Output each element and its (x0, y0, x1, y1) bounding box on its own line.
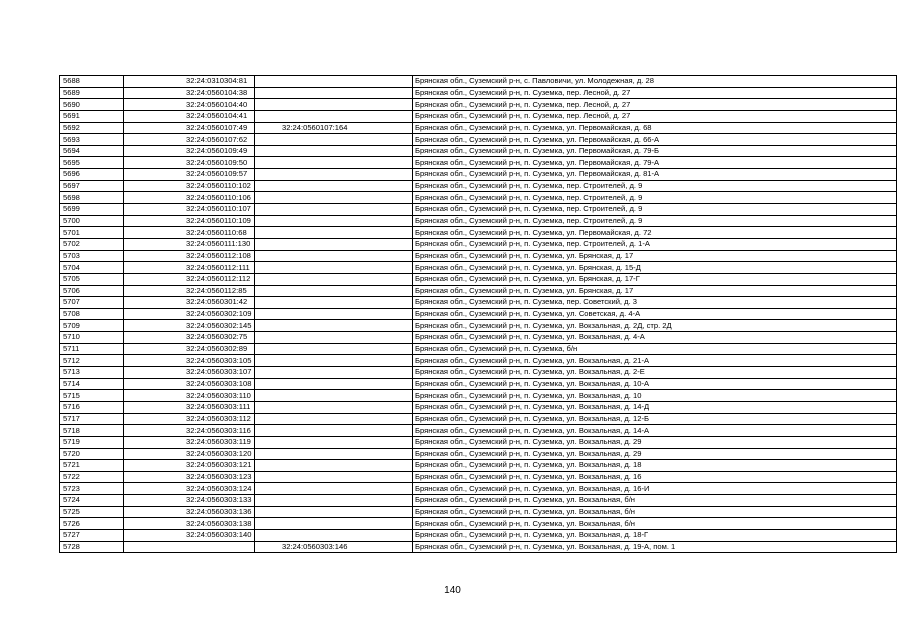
row-number-cell: 5696 (60, 169, 124, 181)
cadastral-number-cell: 32:24:0560109:57 (124, 169, 255, 181)
table-row (60, 506, 897, 518)
address-cell: Брянская обл., Суземский р-н, п. Суземка, ул. Первомайская, д. 72 (413, 227, 897, 239)
table-row (60, 355, 897, 367)
row-number-cell: 5706 (60, 285, 124, 297)
related-cadastral-number-cell (255, 285, 413, 297)
address-cell: Брянская обл., Суземский р-н, п. Суземка, пер. Советский, д. 3 (413, 297, 897, 309)
cadastral-number-cell: 32:24:0560303:107 (124, 367, 255, 379)
table-row (60, 87, 897, 99)
row-number-cell: 5725 (60, 506, 124, 518)
cadastral-number-cell: 32:24:0560112:111 (124, 262, 255, 274)
address-cell: Брянская обл., Суземский р-н, п. Суземка, ул. Брянская, д. 17 (413, 250, 897, 262)
row-number-cell: 5705 (60, 273, 124, 285)
register-table (59, 75, 897, 553)
row-number-cell: 5690 (60, 99, 124, 111)
table-row (60, 483, 897, 495)
related-cadastral-number-cell (255, 320, 413, 332)
related-cadastral-number-cell: 32:24:0560107:164 (255, 122, 413, 134)
table-row (60, 215, 897, 227)
table-row (60, 134, 897, 146)
related-cadastral-number-cell (255, 367, 413, 379)
table-row (60, 378, 897, 390)
row-number-cell: 5720 (60, 448, 124, 460)
table-row (60, 262, 897, 274)
address-cell: Брянская обл., Суземский р-н, п. Суземка, ул. Первомайская, д. 81-А (413, 169, 897, 181)
table-row (60, 169, 897, 181)
related-cadastral-number-cell (255, 390, 413, 402)
table-row (60, 425, 897, 437)
address-cell: Брянская обл., Суземский р-н, п. Суземка, пер. Лесной, д. 27 (413, 110, 897, 122)
table-row (60, 529, 897, 541)
related-cadastral-number-cell (255, 506, 413, 518)
related-cadastral-number-cell (255, 87, 413, 99)
address-cell: Брянская обл., Суземский р-н, п. Суземка, ул. Первомайская, д. 79-Б (413, 145, 897, 157)
address-cell: Брянская обл., Суземский р-н, п. Суземка, ул. Вокзальная, д. 16-И (413, 483, 897, 495)
address-cell: Брянская обл., Суземский р-н, п. Суземка, ул. Вокзальная, д. 12-Б (413, 413, 897, 425)
table-row (60, 367, 897, 379)
address-cell: Брянская обл., Суземский р-н, п. Суземка, пер. Лесной, д. 27 (413, 99, 897, 111)
address-cell: Брянская обл., Суземский р-н, п. Суземка, ул. Вокзальная, д. 10-А (413, 378, 897, 390)
address-cell: Брянская обл., Суземский р-н, п. Суземка, ул. Вокзальная, д. 29 (413, 448, 897, 460)
row-number-cell: 5708 (60, 308, 124, 320)
row-number-cell: 5722 (60, 471, 124, 483)
register-body (60, 76, 897, 553)
related-cadastral-number-cell (255, 238, 413, 250)
row-number-cell: 5726 (60, 518, 124, 530)
cadastral-number-cell: 32:24:0560302:145 (124, 320, 255, 332)
cadastral-number-cell: 32:24:0560303:110 (124, 390, 255, 402)
cadastral-number-cell: 32:24:0560104:38 (124, 87, 255, 99)
cadastral-number-cell: 32:24:0560110:107 (124, 204, 255, 216)
related-cadastral-number-cell (255, 145, 413, 157)
address-cell: Брянская обл., Суземский р-н, п. Суземка, ул. Брянская, д. 17 (413, 285, 897, 297)
row-number-cell: 5710 (60, 332, 124, 344)
row-number-cell: 5716 (60, 401, 124, 413)
cadastral-number-cell: 32:24:0560301:42 (124, 297, 255, 309)
row-number-cell: 5728 (60, 541, 124, 553)
related-cadastral-number-cell (255, 495, 413, 507)
related-cadastral-number-cell (255, 204, 413, 216)
related-cadastral-number-cell (255, 471, 413, 483)
related-cadastral-number-cell (255, 308, 413, 320)
cadastral-number-cell: 32:24:0560303:108 (124, 378, 255, 390)
related-cadastral-number-cell (255, 215, 413, 227)
cadastral-number-cell: 32:24:0560109:49 (124, 145, 255, 157)
address-cell: Брянская обл., Суземский р-н, п. Суземка, ул. Вокзальная, д. 10 (413, 390, 897, 402)
table-row (60, 436, 897, 448)
table-row (60, 76, 897, 88)
related-cadastral-number-cell (255, 378, 413, 390)
cadastral-number-cell: 32:24:0560302:109 (124, 308, 255, 320)
table-row (60, 471, 897, 483)
related-cadastral-number-cell (255, 343, 413, 355)
related-cadastral-number-cell (255, 332, 413, 344)
row-number-cell: 5698 (60, 192, 124, 204)
address-cell: Брянская обл., Суземский р-н, п. Суземка, пер. Строителей, д. 9 (413, 215, 897, 227)
address-cell: Брянская обл., Суземский р-н, п. Суземка, ул. Первомайская, д. 68 (413, 122, 897, 134)
address-cell: Брянская обл., Суземский р-н, п. Суземка, ул. Вокзальная, д. 19-А, пом. 1 (413, 541, 897, 553)
address-cell: Брянская обл., Суземский р-н, п. Суземка, ул. Вокзальная, д. 29 (413, 436, 897, 448)
address-cell: Брянская обл., Суземский р-н, п. Суземка, ул. Брянская, д. 17-Г (413, 273, 897, 285)
cadastral-number-cell: 32:24:0560303:120 (124, 448, 255, 460)
row-number-cell: 5692 (60, 122, 124, 134)
row-number-cell: 5727 (60, 529, 124, 541)
table-row (60, 145, 897, 157)
related-cadastral-number-cell (255, 76, 413, 88)
address-cell: Брянская обл., Суземский р-н, п. Суземка, ул. Первомайская, д. 79-А (413, 157, 897, 169)
table-row (60, 518, 897, 530)
cadastral-number-cell: 32:24:0560112:108 (124, 250, 255, 262)
related-cadastral-number-cell (255, 425, 413, 437)
row-number-cell: 5694 (60, 145, 124, 157)
row-number-cell: 5717 (60, 413, 124, 425)
address-cell: Брянская обл., Суземский р-н, п. Суземка, ул. Вокзальная, б/н (413, 495, 897, 507)
address-cell: Брянская обл., Суземский р-н, п. Суземка, пер. Строителей, д. 9 (413, 192, 897, 204)
address-cell: Брянская обл., Суземский р-н, п. Суземка, ул. Вокзальная, д. 14-Д (413, 401, 897, 413)
row-number-cell: 5691 (60, 110, 124, 122)
address-cell: Брянская обл., Суземский р-н, п. Суземка, ул. Вокзальная, д. 18-Г (413, 529, 897, 541)
related-cadastral-number-cell (255, 134, 413, 146)
row-number-cell: 5715 (60, 390, 124, 402)
table-row (60, 448, 897, 460)
address-cell: Брянская обл., Суземский р-н, п. Суземка, ул. Вокзальная, д. 14-А (413, 425, 897, 437)
row-number-cell: 5719 (60, 436, 124, 448)
table-row (60, 180, 897, 192)
row-number-cell: 5718 (60, 425, 124, 437)
cadastral-number-cell: 32:24:0560303:123 (124, 471, 255, 483)
row-number-cell: 5712 (60, 355, 124, 367)
related-cadastral-number-cell (255, 250, 413, 262)
page-number: 140 (444, 585, 461, 596)
row-number-cell: 5704 (60, 262, 124, 274)
cadastral-number-cell: 32:24:0560303:119 (124, 436, 255, 448)
address-cell: Брянская обл., Суземский р-н, п. Суземка, ул. Вокзальная, д. 4-А (413, 332, 897, 344)
related-cadastral-number-cell (255, 169, 413, 181)
address-cell: Брянская обл., Суземский р-н, п. Суземка, ул. Вокзальная, б/н (413, 518, 897, 530)
table-row (60, 192, 897, 204)
address-cell: Брянская обл., Суземский р-н, п. Суземка, ул. Вокзальная, д. 18 (413, 460, 897, 472)
table-row (60, 343, 897, 355)
table-row (60, 122, 897, 134)
row-number-cell: 5709 (60, 320, 124, 332)
row-number-cell: 5693 (60, 134, 124, 146)
cadastral-number-cell: 32:24:0560303:140 (124, 529, 255, 541)
row-number-cell: 5707 (60, 297, 124, 309)
address-cell: Брянская обл., Суземский р-н, п. Суземка, пер. Строителей, д. 1-А (413, 238, 897, 250)
row-number-cell: 5699 (60, 204, 124, 216)
table-row (60, 99, 897, 111)
row-number-cell: 5695 (60, 157, 124, 169)
table-row (60, 110, 897, 122)
address-cell: Брянская обл., Суземский р-н, п. Суземка, пер. Лесной, д. 27 (413, 87, 897, 99)
cadastral-number-cell: 32:24:0560303:124 (124, 483, 255, 495)
cadastral-number-cell: 32:24:0560110:68 (124, 227, 255, 239)
table-row (60, 401, 897, 413)
cadastral-number-cell: 32:24:0560303:121 (124, 460, 255, 472)
address-cell: Брянская обл., Суземский р-н, п. Суземка, ул. Вокзальная, д. 2Д, стр. 2Д (413, 320, 897, 332)
address-cell: Брянская обл., Суземский р-н, п. Суземка, б/н (413, 343, 897, 355)
table-row (60, 320, 897, 332)
table-row (60, 495, 897, 507)
cadastral-number-cell: 32:24:0560110:106 (124, 192, 255, 204)
row-number-cell: 5703 (60, 250, 124, 262)
related-cadastral-number-cell (255, 483, 413, 495)
address-cell: Брянская обл., Суземский р-н, п. Суземка, ул. Вокзальная, д. 2-Е (413, 367, 897, 379)
related-cadastral-number-cell (255, 192, 413, 204)
row-number-cell: 5700 (60, 215, 124, 227)
related-cadastral-number-cell (255, 355, 413, 367)
related-cadastral-number-cell (255, 157, 413, 169)
table-row (60, 297, 897, 309)
cadastral-number-cell: 32:24:0560112:85 (124, 285, 255, 297)
table-row (60, 250, 897, 262)
table-row (60, 541, 897, 553)
address-cell: Брянская обл., Суземский р-н, п. Суземка, пер. Строителей, д. 9 (413, 180, 897, 192)
table-row (60, 157, 897, 169)
related-cadastral-number-cell (255, 273, 413, 285)
cadastral-number-cell: 32:24:0560111:130 (124, 238, 255, 250)
related-cadastral-number-cell (255, 227, 413, 239)
related-cadastral-number-cell (255, 518, 413, 530)
cadastral-number-cell: 32:24:0560302:75 (124, 332, 255, 344)
cadastral-number-cell: 32:24:0560110:109 (124, 215, 255, 227)
table-row (60, 238, 897, 250)
related-cadastral-number-cell (255, 297, 413, 309)
table-row (60, 332, 897, 344)
related-cadastral-number-cell (255, 436, 413, 448)
related-cadastral-number-cell (255, 529, 413, 541)
cadastral-number-cell: 32:24:0560302:89 (124, 343, 255, 355)
address-cell: Брянская обл., Суземский р-н, п. Суземка, ул. Первомайская, д. 66-А (413, 134, 897, 146)
cadastral-number-cell: 32:24:0560112:112 (124, 273, 255, 285)
row-number-cell: 5697 (60, 180, 124, 192)
cadastral-number-cell (124, 541, 255, 553)
cadastral-number-cell: 32:24:0560104:40 (124, 99, 255, 111)
cadastral-number-cell: 32:24:0560303:133 (124, 495, 255, 507)
cadastral-number-cell: 32:24:0560107:62 (124, 134, 255, 146)
cadastral-number-cell: 32:24:0560303:111 (124, 401, 255, 413)
related-cadastral-number-cell: 32:24:0560303:146 (255, 541, 413, 553)
table-row (60, 413, 897, 425)
row-number-cell: 5711 (60, 343, 124, 355)
cadastral-number-cell: 32:24:0560303:112 (124, 413, 255, 425)
table-row (60, 285, 897, 297)
cadastral-number-cell: 32:24:0310304:81 (124, 76, 255, 88)
related-cadastral-number-cell (255, 262, 413, 274)
cadastral-number-cell: 32:24:0560303:136 (124, 506, 255, 518)
cadastral-number-cell: 32:24:0560109:50 (124, 157, 255, 169)
address-cell: Брянская обл., Суземский р-н, п. Суземка, ул. Вокзальная, д. 21-А (413, 355, 897, 367)
row-number-cell: 5721 (60, 460, 124, 472)
cadastral-number-cell: 32:24:0560110:102 (124, 180, 255, 192)
row-number-cell: 5723 (60, 483, 124, 495)
related-cadastral-number-cell (255, 460, 413, 472)
cadastral-number-cell: 32:24:0560303:116 (124, 425, 255, 437)
address-cell: Брянская обл., Суземский р-н, п. Суземка, ул. Вокзальная, д. 16 (413, 471, 897, 483)
related-cadastral-number-cell (255, 110, 413, 122)
row-number-cell: 5714 (60, 378, 124, 390)
row-number-cell: 5689 (60, 87, 124, 99)
cadastral-number-cell: 32:24:0560303:105 (124, 355, 255, 367)
related-cadastral-number-cell (255, 99, 413, 111)
related-cadastral-number-cell (255, 180, 413, 192)
address-cell: Брянская обл., Суземский р-н, п. Суземка, ул. Вокзальная, б/н (413, 506, 897, 518)
row-number-cell: 5688 (60, 76, 124, 88)
cadastral-number-cell: 32:24:0560303:138 (124, 518, 255, 530)
table-row (60, 273, 897, 285)
related-cadastral-number-cell (255, 448, 413, 460)
address-cell: Брянская обл., Суземский р-н, п. Суземка, ул. Советская, д. 4-А (413, 308, 897, 320)
table-row (60, 390, 897, 402)
cadastral-number-cell: 32:24:0560104:41 (124, 110, 255, 122)
address-cell: Брянская обл., Суземский р-н, с. Павловичи, ул. Молодежная, д. 28 (413, 76, 897, 88)
table-row (60, 308, 897, 320)
row-number-cell: 5713 (60, 367, 124, 379)
related-cadastral-number-cell (255, 401, 413, 413)
address-cell: Брянская обл., Суземский р-н, п. Суземка, пер. Строителей, д. 9 (413, 204, 897, 216)
table-row (60, 460, 897, 472)
row-number-cell: 5724 (60, 495, 124, 507)
table-row (60, 204, 897, 216)
related-cadastral-number-cell (255, 413, 413, 425)
cadastral-number-cell: 32:24:0560107:49 (124, 122, 255, 134)
table-row (60, 227, 897, 239)
row-number-cell: 5701 (60, 227, 124, 239)
row-number-cell: 5702 (60, 238, 124, 250)
address-cell: Брянская обл., Суземский р-н, п. Суземка, ул. Брянская, д. 15-Д (413, 262, 897, 274)
